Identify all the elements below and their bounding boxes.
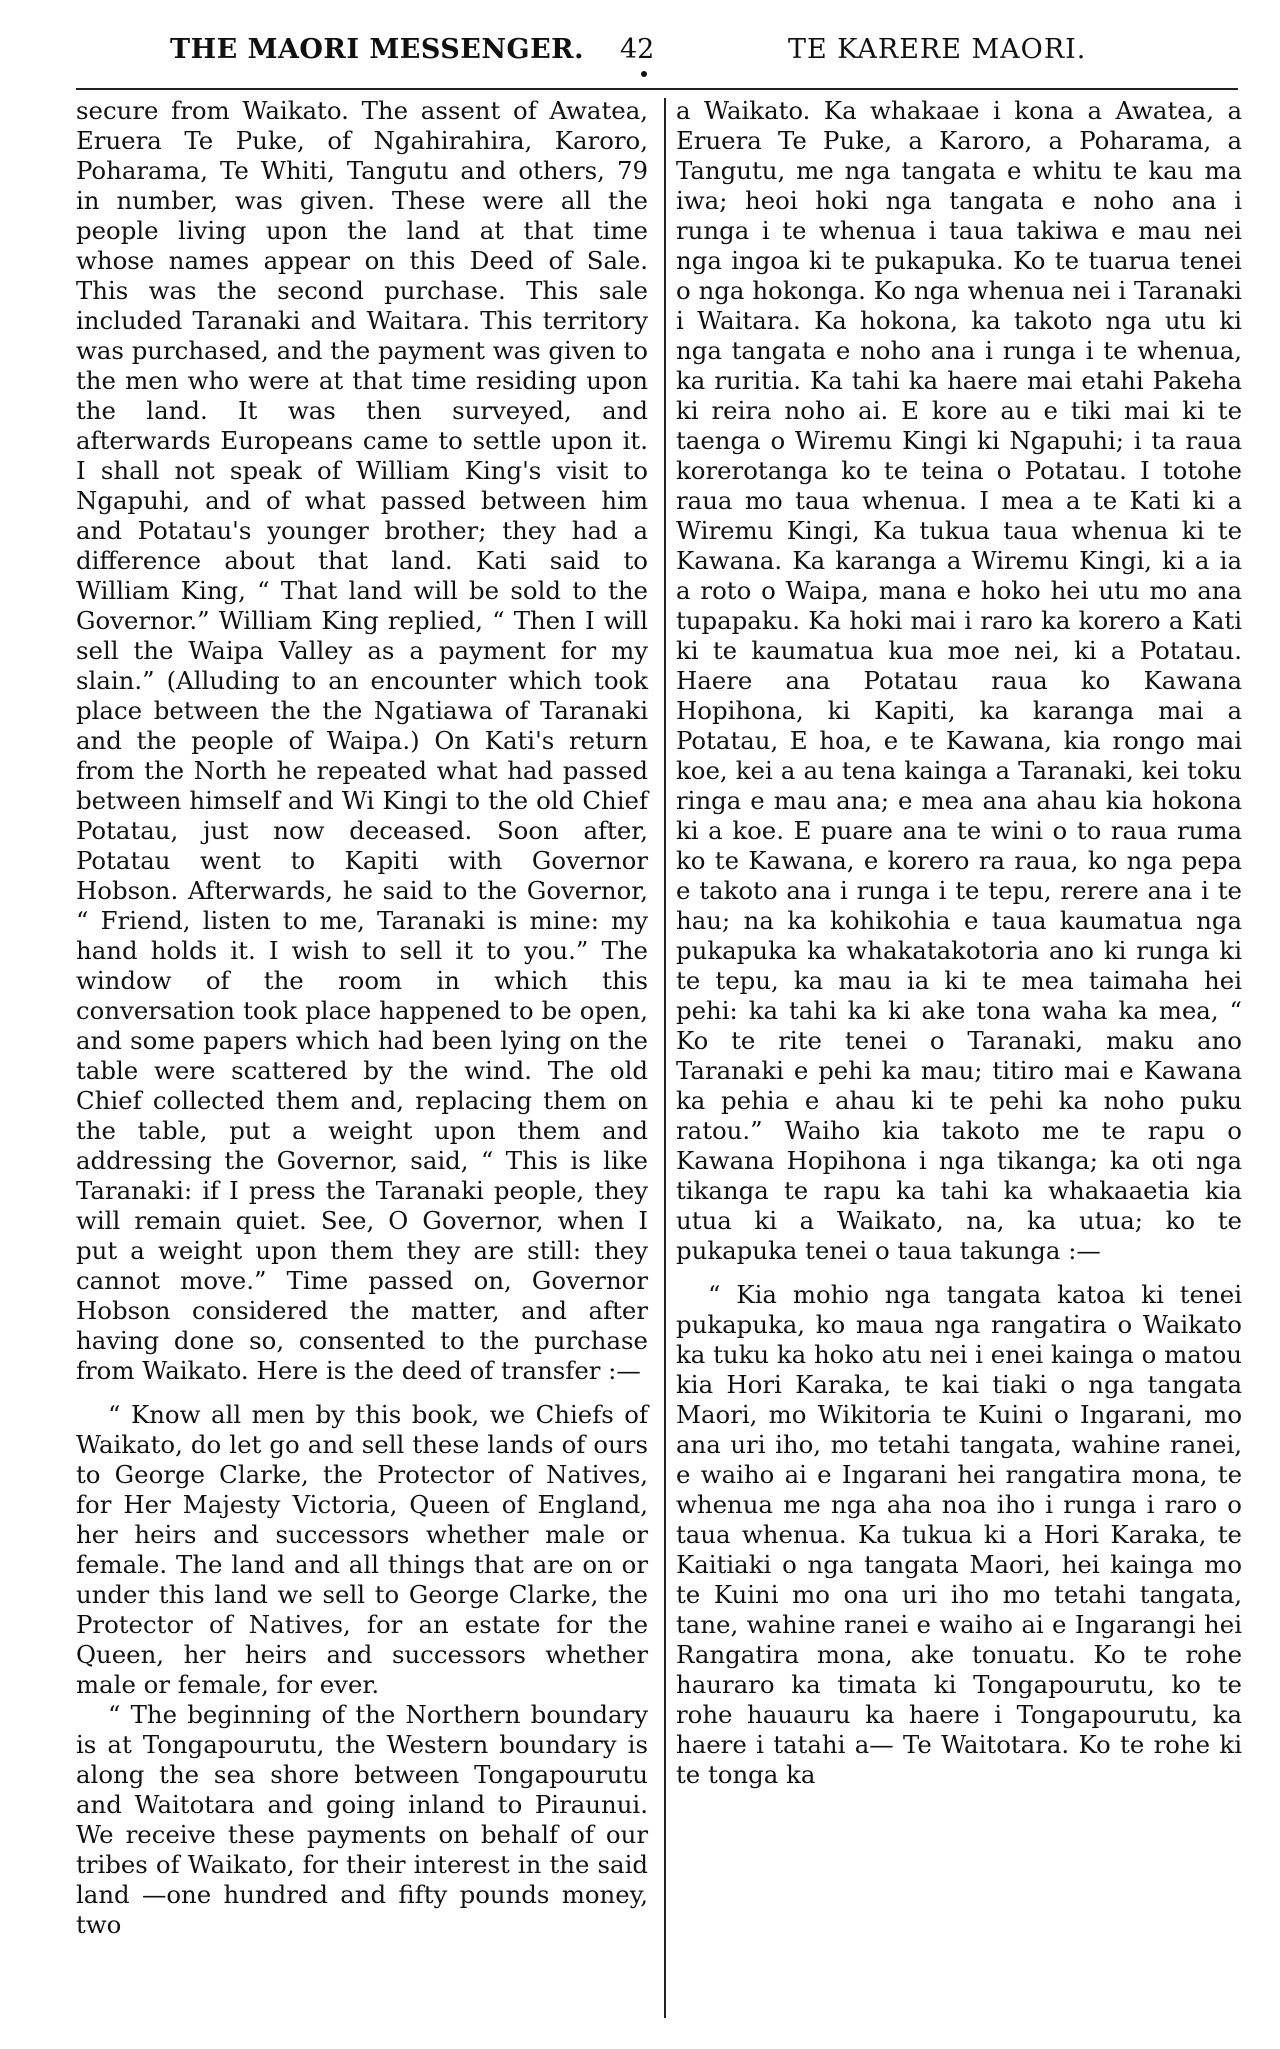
maori-paragraph-1: a Waikato. Ka whakaae i kona a Awatea, a Eruera Te Puke, a Karoro, a Poharama, a Tangutu, me nga tangata e whitu te kau ma iwa; heoi hoki nga tangata e noho ana i runga i te whenua i taua takiwa e mau nei nga ingoa ki te pukapuka. Ko te tuarua tenei o nga hokonga. Ko nga whenua nei i Taranaki i Waitara. Ka hokona, ka takoto nga utu ki nga tangata e noho ana i runga i te whenua, ka ruritia. Ka tahi ka haere mai etahi Pakeha ki reira noho ai. E kore au e tiki mai ki te taenga o Wiremu Kingi ki Ngapuhi; i ta raua korerotanga ko te teina o Potatau. I totohe raua mo taua whenua. I mea a te Kati ki a Wiremu Kingi, Ka tukua taua whenua ki te Kawana. Ka karanga a Wiremu Kingi, ki a ia a roto o Waipa, mana e hoko hei utu mo ana tupapaku. Ka hoki mai i raro ka korero a Kati ki te kaumatua kua moe nei, ki a Potatau. Haere ana Potatau raua ko Kawana Hopihona, ki Kapiti, ka karanga mai a Potatau, E hoa, e te Kawana, kia rongo mai koe, kei a au tena kainga a Taranaki, kei toku ringa e mau ana; e mea ana ahau kia hokona ki a koe. E puare ana te wini o to raua ruma ko te Kawana, e korero ra raua, ko nga pepa e takoto ana i runga i te tepu, rerere ana i te hau; na ka kohikohia e taua kaumatua nga pukapuka ka whakatakotoria ano ki runga ki te tepu, ka mau ia ki te mea taimaha hei pehi: ka tahi ka ki ake tona waha ka mea, “ Ko te rite tenei o Taranaki, maku ano Taranaki e pehi ka mau; titiro mai e Kawana ka pehia e ahau ki te pehi ka noho puku ratou.” Waiho kia takoto me te rapu o Kawana Hopihona i nga tikanga; ka oti nga tikanga te rapu ka tahi ka whakaaetia kia utua ki a Waikato, na, ka utua; ko te pukapuka tenei o taua takunga :— (676, 96, 1242, 1265)
header-rule (76, 88, 1238, 90)
english-column (76, 96, 648, 1940)
page-header (90, 34, 1250, 74)
column-divider (664, 98, 666, 2018)
english-paragraph-deed: “ Know all men by this book, we Chiefs of Waikato, do let go and sell these lands of ours to George Clarke, the Protector of Natives, for Her Majesty Victoria, Queen of England, her heirs and successors whether male or female. The land and all things that are on or under this land we sell to George Clarke, the Protector of Natives, for an estate for the Queen, her heirs and successors whether male or female, for ever. (76, 1400, 648, 1699)
english-paragraph-1: secure from Waikato. The assent of Awatea, Eruera Te Puke, of Ngahirahira, Karoro, Poharama, Te Whiti, Tangutu and others, 79 in number, was given. These were all the people living upon the land at that time whose names appear on this Deed of Sale. This was the second purchase. This sale included Taranaki and Waitara. This territory was purchased, and the payment was given to the men who were at that time residing upon the land. It was then surveyed, and afterwards Europeans came to settle upon it. I shall not speak of William King's visit to Ngapuhi, and of what passed between him and Potatau's younger brother; they had a difference about that land. Kati said to William King, “ That land will be sold to the Governor.” William King replied, “ Then I will sell the Waipa Valley as a payment for my slain.” (Alluding to an encounter which took place between the the Ngatiawa of Taranaki and the people of Waipa.) On Kati's return from the North he repeated what had passed between himself and Wi Kingi to the old Chief Potatau, just now deceased. Soon after, Potatau went to Kapiti with Governor Hobson. Afterwards, he said to the Governor, “ Friend, listen to me, Taranaki is mine: my hand holds it. I wish to sell it to you.” The window of the room in which this conversation took place happened to be open, and some papers which had been lying on the table were scattered by the wind. The old Chief collected them and, replacing them on the table, put a weight upon them and addressing the Governor, said, “ This is like Taranaki: if I press the Taranaki people, they will remain quiet. See, O Governor, when I put a weight upon them they are still: they cannot move.” Time passed on, Governor Hobson considered the matter, and after having done so, consented to the purchase from Waikato. Here is the deed of transfer :— (76, 96, 648, 1385)
english-paragraph-boundary: “ The beginning of the Northern boundary is at Tongapourutu, the Western boundary is along the sea shore between Tongapourutu and Waitotara and going inland to Piraunui. We receive these payments on behalf of our tribes of Waikato, for their interest in the said land —one hundred and fifty pounds money, two (76, 1700, 648, 1939)
page-number: 42 (620, 34, 655, 65)
maori-masthead: TE KARERE MAORI. (788, 34, 1087, 65)
header-ornament-dot (641, 71, 647, 77)
maori-paragraph-deed: “ Kia mohio nga tangata katoa ki tenei pukapuka, ko maua nga rangatira o Waikato ka tuku ka hoko atu nei i enei kainga o matou kia Hori Karaka, te kai tiaki o nga tangata Maori, mo Wikitoria te Kuini o Ingarani, mo ana uri iho, mo tetahi tangata, wahine ranei, e waiho ai e Ingarani hei rangatira mona, te whenua me nga aha noa iho i runga i raro o taua whenua. Ka tukua ki a Hori Karaka, te Kaitiaki o nga tangata Maori, hei kainga mo te Kuini mo ona uri iho mo tetahi tangata, tane, wahine ranei e waiho ai e Ingarangi hei Rangatira mona, ake tonuatu. Ko te rohe hauraro ka timata ki Tongapourutu, ko te rohe hauauru ka haere i Tongapourutu, ka haere i tatahi a— Te Waitotara. Ko te rohe ki te tonga ka (676, 1280, 1242, 1789)
maori-column (676, 96, 1242, 1790)
english-masthead: THE MAORI MESSENGER. (170, 34, 585, 65)
